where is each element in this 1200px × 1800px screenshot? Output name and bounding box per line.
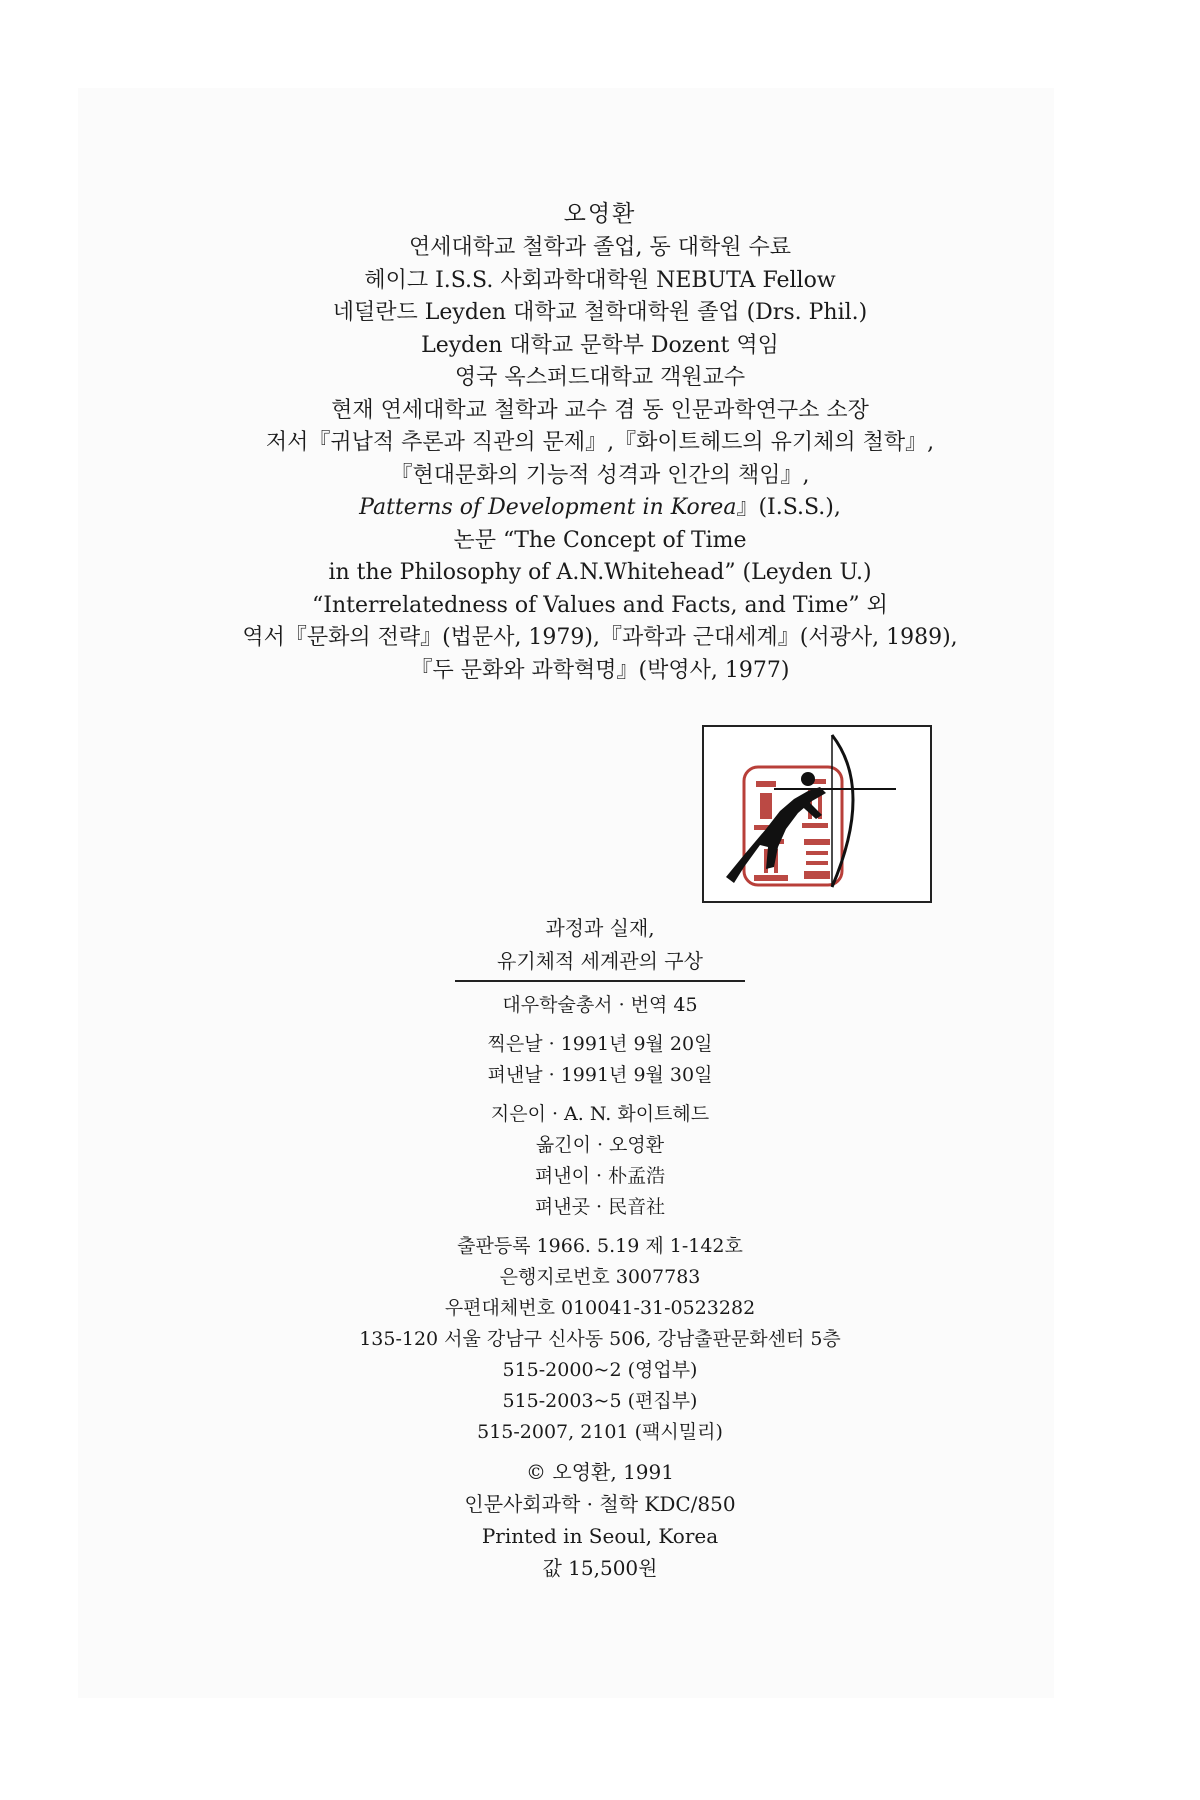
address: 135-120 서울 강남구 신사동 506, 강남출판문화센터 5층 [359,1328,841,1350]
price: 값 15,500원 [542,1556,658,1580]
bio-line: 역서『문화의 전략』(법문사, 1979),『과학과 근대세계』(서광사, 1989), [242,625,958,650]
book-subtitle: 유기체적 세계관의 구상 [497,949,703,973]
classification: 인문사회과학 · 철학 KDC/850 [464,1492,736,1516]
bio-line: “Interrelatedness of Values and Facts, and Time” 외 [312,592,888,618]
published-date: 펴낸날 · 1991년 9월 30일 [487,1064,713,1086]
bio-line: 『두 문화와 과학혁명』(박영사, 1977) [410,657,790,683]
bio-line: 네덜란드 Leyden 대학교 철학대학원 졸업 (Drs. Phil.) [332,300,868,325]
author-line: 지은이 · A. N. 화이트헤드 [490,1103,710,1125]
bio-line: Leyden 대학교 문학부 Dozent 역임 [421,332,779,358]
book-title: 과정과 실재, [545,916,655,940]
patterns-title: Patterns of Development in Korea [359,495,737,520]
bio-line: 현재 연세대학교 철학과 교수 겸 동 인문과학연구소 소장 [331,397,869,423]
publisher-house: 펴낸곳 · 民音社 [534,1196,666,1218]
patterns-suffix: 』(I.S.S.), [736,495,841,520]
printed-date: 찍은날 · 1991년 9월 20일 [487,1033,713,1055]
copyright: © 오영환, 1991 [526,1460,674,1484]
archer-seal-icon [702,725,932,903]
phone-sales: 515-2000~2 (영업부) [502,1359,698,1381]
fax: 515-2007, 2101 (팩시밀리) [477,1421,723,1443]
author-name: 오영환 [563,201,637,227]
colophon [0,912,1200,1584]
divider [455,980,745,982]
giro-number: 은행지로번호 3007783 [499,1266,701,1288]
registration: 출판등록 1966. 5.19 제 1-142호 [457,1235,743,1257]
bio-line: 헤이그 I.S.S. 사회과학대학원 NEBUTA Fellow [364,267,836,293]
bio-line: 『현대문화의 기능적 성격과 인간의 책임』, [390,462,810,488]
phone-edit: 515-2003~5 (편집부) [502,1390,698,1412]
bio-line: 연세대학교 철학과 졸업, 동 대학원 수료 [409,235,791,260]
translator-line: 옮긴이 · 오영환 [535,1134,665,1156]
series-line: 대우학술총서 · 번역 45 [502,994,698,1016]
bio-line: 저서『귀납적 추론과 직관의 문제』,『화이트헤드의 유기체의 철학』, [265,430,935,455]
publisher-person: 펴낸이 · 朴孟浩 [534,1165,666,1187]
bio-line: 영국 옥스퍼드대학교 객원교수 [454,365,746,390]
printed-in: Printed in Seoul, Korea [481,1524,719,1548]
bio-line: 논문 “The Concept of Time [453,527,747,553]
bio-line: in the Philosophy of A.N.Whitehead” (Leyden U.) [328,560,872,585]
postal-transfer: 우편대체번호 010041-31-0523282 [444,1297,756,1319]
book-title-block [0,912,1200,978]
author-bio [0,196,1200,687]
bio-line-patterns [0,492,1200,525]
